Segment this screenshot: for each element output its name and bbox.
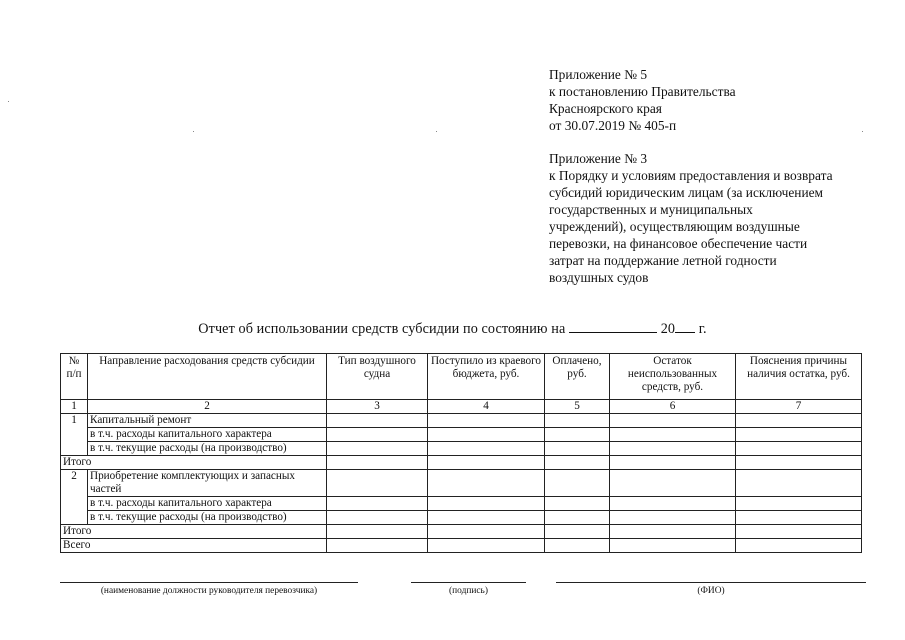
empty-cell — [428, 470, 545, 497]
header-paid: Оплачено, руб. — [545, 354, 610, 400]
appendix-3-line: субсидий юридическим лицам (за исключением — [549, 185, 824, 200]
year-prefix: 20 — [660, 321, 676, 337]
empty-cell — [736, 414, 862, 428]
empty-cell — [736, 525, 862, 539]
table-row — [61, 428, 862, 442]
scan-speck — [436, 131, 437, 132]
empty-cell — [545, 456, 610, 470]
subrow-label: в т.ч. расходы капитального характера — [88, 428, 327, 442]
grand-total-label: Всего — [61, 539, 327, 553]
scan-speck — [8, 101, 9, 102]
appendix-5-line: Приложение № 5 — [549, 67, 648, 82]
total-label: Итого — [61, 456, 327, 470]
subrow-label: в т.ч. расходы капитального характера — [88, 497, 327, 511]
section-number: 1 — [61, 414, 88, 456]
empty-cell — [428, 539, 545, 553]
empty-cell — [545, 497, 610, 511]
empty-cell — [545, 414, 610, 428]
empty-cell — [545, 539, 610, 553]
position-signature-line — [60, 582, 358, 583]
empty-cell — [736, 497, 862, 511]
table-row — [61, 497, 862, 511]
total-row — [61, 525, 862, 539]
empty-cell — [610, 442, 736, 456]
empty-cell — [610, 525, 736, 539]
empty-cell — [610, 470, 736, 497]
header-explanation: Пояснения причины наличия остатка, руб. — [736, 354, 862, 400]
table-row — [61, 442, 862, 456]
empty-cell — [327, 511, 428, 525]
position-caption: (наименование должности руководителя перевозчика) — [100, 586, 318, 596]
table-row — [61, 414, 862, 428]
signature-line — [411, 582, 526, 583]
empty-cell — [428, 442, 545, 456]
column-number: 4 — [428, 400, 545, 414]
header-balance: Остаток неиспользованных средств, руб. — [610, 354, 736, 400]
subrow-label: в т.ч. текущие расходы (на производство) — [88, 442, 327, 456]
empty-cell — [428, 456, 545, 470]
total-label: Итого — [61, 525, 327, 539]
total-row — [61, 456, 862, 470]
appendix-5-line: к постановлению Правительства — [549, 84, 736, 99]
section-number: 2 — [61, 470, 88, 525]
appendix-3-line: Приложение № 3 — [549, 151, 648, 166]
section-title: Приобретение комплектующих и запасных частей — [88, 470, 327, 497]
column-number: 7 — [736, 400, 862, 414]
empty-cell — [610, 511, 736, 525]
appendix-3-line: затрат на поддержание летной годности — [549, 253, 777, 268]
appendix-3-line: учреждений), осуществляющим воздушные — [549, 219, 800, 234]
subrow-label: в т.ч. текущие расходы (на производство) — [88, 511, 327, 525]
column-number: 3 — [327, 400, 428, 414]
header-received: Поступило из краевого бюджета, руб. — [428, 354, 545, 400]
appendix-5-line: от 30.07.2019 № 405-п — [549, 118, 677, 133]
empty-cell — [610, 428, 736, 442]
empty-cell — [736, 428, 862, 442]
empty-cell — [610, 539, 736, 553]
year-blank — [675, 319, 695, 333]
appendix-3-heading — [549, 150, 889, 286]
empty-cell — [545, 511, 610, 525]
scan-speck — [193, 131, 194, 132]
section-title: Капитальный ремонт — [88, 414, 327, 428]
empty-cell — [545, 470, 610, 497]
date-blank — [569, 319, 657, 333]
appendix-5-line: Красноярского края — [549, 101, 662, 116]
empty-cell — [327, 414, 428, 428]
appendix-5-heading — [549, 66, 889, 134]
empty-cell — [545, 428, 610, 442]
empty-cell — [428, 414, 545, 428]
table-row — [61, 511, 862, 525]
subsidy-report-table — [60, 353, 862, 553]
column-number-row — [61, 400, 862, 414]
name-caption: (ФИО) — [697, 586, 725, 596]
column-number: 1 — [61, 400, 88, 414]
year-suffix: г. — [698, 321, 707, 337]
appendix-3-line: воздушных судов — [549, 270, 649, 285]
empty-cell — [428, 497, 545, 511]
empty-cell — [327, 442, 428, 456]
empty-cell — [610, 497, 736, 511]
empty-cell — [545, 525, 610, 539]
name-signature-line — [556, 582, 866, 583]
signature-caption: (подпись) — [449, 586, 488, 596]
empty-cell — [736, 456, 862, 470]
column-number: 6 — [610, 400, 736, 414]
appendix-3-line: перевозки, на финансовое обеспечение части — [549, 236, 808, 251]
empty-cell — [610, 414, 736, 428]
appendix-3-line: к Порядку и условиям предоставления и возврата — [549, 168, 833, 183]
column-number: 2 — [88, 400, 327, 414]
empty-cell — [610, 456, 736, 470]
table-header-row — [61, 354, 862, 400]
report-title — [0, 319, 905, 338]
empty-cell — [736, 470, 862, 497]
report-title-text: Отчет об использовании средств субсидии по состоянию на — [198, 321, 566, 337]
empty-cell — [327, 525, 428, 539]
appendix-3-line: государственных и муниципальных — [549, 202, 753, 217]
empty-cell — [327, 456, 428, 470]
header-num: № п/п — [61, 354, 88, 400]
column-number: 5 — [545, 400, 610, 414]
empty-cell — [428, 511, 545, 525]
empty-cell — [545, 442, 610, 456]
table-row — [61, 470, 862, 497]
grand-total-row — [61, 539, 862, 553]
empty-cell — [736, 442, 862, 456]
header-direction: Направление расходования средств субсидии — [88, 354, 327, 400]
header-aircraft-type: Тип воздушного судна — [327, 354, 428, 400]
empty-cell — [327, 470, 428, 497]
empty-cell — [736, 511, 862, 525]
empty-cell — [327, 539, 428, 553]
empty-cell — [327, 497, 428, 511]
empty-cell — [327, 428, 428, 442]
empty-cell — [428, 525, 545, 539]
empty-cell — [428, 428, 545, 442]
empty-cell — [736, 539, 862, 553]
